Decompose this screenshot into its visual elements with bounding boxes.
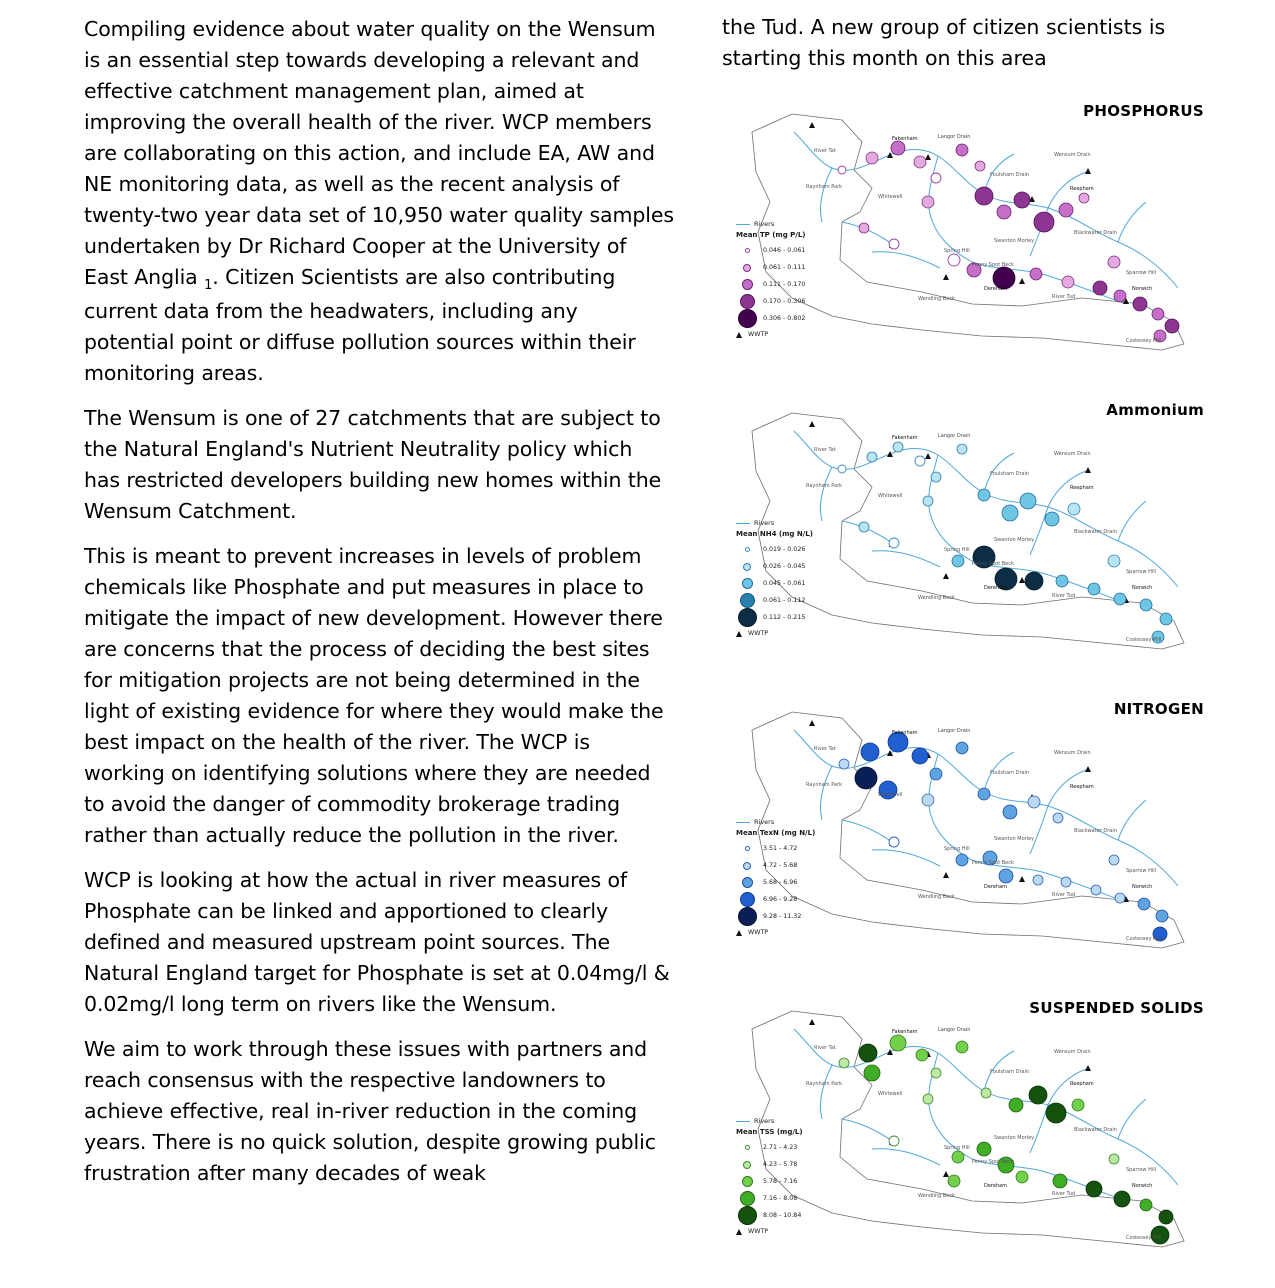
legend-class-row (736, 874, 815, 891)
legend-dot (736, 892, 758, 907)
legend-class-label: 6.96 - 9.28 (763, 895, 798, 903)
legend-class-row (736, 259, 806, 276)
legend-class-label: 0.061 - 0.111 (763, 263, 806, 271)
label-spring-hill: Spring Hill (944, 846, 970, 852)
legend-dot (736, 1176, 758, 1187)
legend-class-label: 0.046 - 0.061 (763, 246, 806, 254)
label-costessey-mill: Costessey Mill (1126, 637, 1162, 643)
legend-class-row (736, 541, 813, 558)
label-penny-spot-beck: Penny Spot Beck (972, 860, 1014, 866)
label-langor-drain: Langor Drain (938, 1027, 971, 1033)
label-blackwater-drain: Blackwater Drain (1074, 828, 1117, 834)
label-whitewell: Whitewell (878, 1091, 903, 1097)
label-river-tud: River Tud (1052, 294, 1076, 300)
label-raynham-park: Raynham Park (806, 184, 843, 190)
legend-rivers-row (736, 220, 806, 228)
label-swanton-morley: Swanton Morley (994, 537, 1035, 543)
legend-class-row (736, 242, 806, 259)
legend-class-label: 0.170 - 0.306 (763, 297, 806, 305)
label-penny-spot-beck: Penny Spot Beck (972, 262, 1014, 268)
wwtp-triangle-icon (736, 1229, 742, 1235)
label-reepham: Reepham (1070, 485, 1094, 491)
label-blackwater-drain: Blackwater Drain (1074, 1127, 1117, 1133)
legend-dot (736, 593, 758, 608)
legend-dot (736, 1206, 758, 1225)
right-column-intro-text: the Tud. A new group of citizen scientists is starting this month on this area (722, 15, 1166, 70)
label-costessey-mill: Costessey Mill (1126, 936, 1162, 942)
legend-class-row (736, 1156, 803, 1173)
legend-class-row (736, 558, 813, 575)
label-foulsham-drain: Foulsham Drain (990, 471, 1030, 477)
river-line-icon (736, 224, 750, 225)
legend-class-row (736, 609, 813, 626)
legend-class-row (736, 293, 806, 310)
label-swanton-morley: Swanton Morley (994, 1135, 1035, 1141)
label-fakenham: Fakenham (892, 136, 918, 142)
legend-wwtp-label: WWTP (748, 1228, 769, 1235)
label-river-tud: River Tud (1052, 593, 1076, 599)
legend-nitrogen (736, 818, 815, 937)
label-norwich: Norwich (1132, 286, 1153, 292)
label-raynham-park: Raynham Park (806, 483, 843, 489)
label-dereham: Dereham (984, 585, 1008, 591)
label-sparrow-hill: Sparrow Hill (1126, 868, 1156, 874)
label-fakenham: Fakenham (892, 1029, 918, 1035)
legend-class-label: 0.306 - 0.802 (763, 314, 806, 322)
legend-class-label: 0.045 - 0.061 (763, 579, 806, 587)
label-river-tat: River Tat (814, 447, 836, 453)
label-norwich: Norwich (1132, 1183, 1153, 1189)
legend-class-row (736, 1173, 803, 1190)
legend-wwtp-label: WWTP (748, 630, 769, 637)
label-wensum-drain: Wensum Drain (1054, 152, 1091, 158)
legend-class-row (736, 840, 815, 857)
label-wendling-beck: Wendling Beck (918, 595, 955, 601)
label-swanton-morley: Swanton Morley (994, 238, 1035, 244)
label-wendling-beck: Wendling Beck (918, 1193, 955, 1199)
label-reepham: Reepham (1070, 186, 1094, 192)
legend-wwtp-label: WWTP (748, 331, 769, 338)
legend-dot (736, 846, 758, 851)
legend-class-label: 2.71 - 4.23 (763, 1143, 798, 1151)
legend-rivers-label: Rivers (754, 818, 775, 826)
legend-class-row (736, 276, 806, 293)
legend-dot (736, 1145, 758, 1150)
footnote-marker: 1 (204, 278, 213, 293)
label-river-tat: River Tat (814, 148, 836, 154)
label-raynham-park: Raynham Park (806, 782, 843, 788)
label-norwich: Norwich (1132, 585, 1153, 591)
paragraph-4: WCP is looking at how the actual in river measures of Phosphate can be linked and apportioned to clearly defined and measured upstream point sources. The Natural England target for Phosphate is set at 0.04mg/l & 0.02mg/l long term on rivers like the Wensum. (84, 868, 670, 1016)
label-river-tud: River Tud (1052, 892, 1076, 898)
label-wendling-beck: Wendling Beck (918, 894, 955, 900)
legend-class-row (736, 857, 815, 874)
river-line-icon (736, 523, 750, 524)
paragraph-1 (84, 14, 674, 389)
legend-title: Mean TSS (mg/L) (736, 1128, 803, 1136)
label-penny-spot-beck: Penny Spot Beck (972, 561, 1014, 567)
legend-ammonium (736, 519, 813, 638)
label-sparrow-hill: Sparrow Hill (1126, 270, 1156, 276)
legend-suspended-solids (736, 1117, 803, 1236)
label-reepham: Reepham (1070, 784, 1094, 790)
river-line-icon (736, 1121, 750, 1122)
legend-class-label: 0.026 - 0.045 (763, 562, 806, 570)
legend-class-label: 9.28 - 11.32 (763, 912, 802, 920)
legend-title: Mean TexN (mg N/L) (736, 829, 816, 837)
label-langor-drain: Langor Drain (938, 728, 971, 734)
label-whitewell: Whitewell (878, 493, 903, 499)
label-blackwater-drain: Blackwater Drain (1074, 230, 1117, 236)
legend-wwtp-row (736, 929, 815, 937)
legend-class-row (736, 1139, 803, 1156)
legend-wwtp-label: WWTP (748, 929, 769, 936)
legend-dot (736, 279, 758, 290)
legend-rivers-label: Rivers (754, 220, 775, 228)
label-sparrow-hill: Sparrow Hill (1126, 1167, 1156, 1173)
legend-dot (736, 877, 758, 888)
legend-class-label: 0.111 - 0.170 (763, 280, 806, 288)
legend-class-row (736, 1190, 803, 1207)
map-title-ammonium: Ammonium (1106, 401, 1204, 419)
label-dereham: Dereham (984, 1183, 1008, 1189)
map-card-phosphorus (722, 92, 1212, 377)
legend-class-label: 0.019 - 0.026 (763, 545, 806, 553)
legend-class-label: 4.72 - 5.68 (763, 861, 798, 869)
legend-rivers-label: Rivers (754, 1117, 775, 1125)
legend-wwtp-row (736, 630, 813, 638)
legend-class-label: 7.16 - 8.08 (763, 1194, 798, 1202)
label-wensum-drain: Wensum Drain (1054, 451, 1091, 457)
wwtp-triangle-icon (736, 631, 742, 637)
legend-dot (736, 309, 758, 328)
legend-class-row (736, 1207, 803, 1224)
legend-class-row (736, 575, 813, 592)
legend-class-label: 0.112 - 0.215 (763, 613, 806, 621)
legend-rivers-row (736, 519, 813, 527)
map-title-phosphorus: PHOSPHORUS (1083, 102, 1204, 120)
map-series (722, 92, 1212, 1274)
paragraph-2: The Wensum is one of 27 catchments that are subject to the Natural England's Nutrient Neutrality policy which has restricted developers building new homes within the Wensum Catchment. (84, 406, 662, 523)
legend-class-label: 4.23 - 5.78 (763, 1160, 798, 1168)
legend-class-row (736, 310, 806, 327)
map-title-suspended-solids: SUSPENDED SOLIDS (1029, 999, 1204, 1017)
label-whitewell: Whitewell (878, 194, 903, 200)
label-wendling-beck: Wendling Beck (918, 296, 955, 302)
label-spring-hill: Spring Hill (944, 547, 970, 553)
label-dereham: Dereham (984, 286, 1008, 292)
legend-phosphorus (736, 220, 806, 339)
legend-dot (736, 264, 758, 272)
paragraph-1-main: Compiling evidence about water quality on the Wensum is an essential step towards developing a relevant and effective catchment management plan, aimed at improving the overall health of the river. WCP members are collaborating on this action, and include EA, AW and NE monitoring data, as well as the recent analysis of twenty-two year data set of 10,950 water quality samples undertaken by Dr Richard Cooper at the University of East Anglia (84, 17, 674, 289)
label-river-tat: River Tat (814, 1045, 836, 1051)
label-sparrow-hill: Sparrow Hill (1126, 569, 1156, 575)
label-costessey-mill: Costessey Mill (1126, 1235, 1162, 1241)
legend-dot (736, 547, 758, 552)
label-foulsham-drain: Foulsham Drain (990, 172, 1030, 178)
legend-dot (736, 248, 758, 253)
label-whitewell: Whitewell (878, 792, 903, 798)
paragraph-3: This is meant to prevent increases in levels of problem chemicals like Phosphate and put measures in place to mitigate the impact of new development. However there are concerns that the process of deciding the best sites for mitigation projects are not being determined in the light of existing evidence for where they would make the best impact on the health of the river. The WCP is working on identifying solutions where they are needed to avoid the danger of commodity brokerage trading rather than actually reduce the pollution in the river. (84, 544, 664, 847)
legend-rivers-row (736, 818, 815, 826)
legend-class-label: 5.78 - 7.16 (763, 1177, 798, 1185)
legend-class-row (736, 891, 815, 908)
article-text-column (84, 14, 674, 1203)
label-spring-hill: Spring Hill (944, 1145, 970, 1151)
legend-dot (736, 862, 758, 870)
legend-dot (736, 1191, 758, 1206)
label-wensum-drain: Wensum Drain (1054, 750, 1091, 756)
legend-class-label: 3.51 - 4.72 (763, 844, 798, 852)
legend-wwtp-row (736, 331, 806, 339)
label-swanton-morley: Swanton Morley (994, 836, 1035, 842)
legend-wwtp-row (736, 1228, 803, 1236)
map-card-nitrogen (722, 690, 1212, 975)
legend-class-label: 5.68 - 6.96 (763, 878, 798, 886)
label-wensum-drain: Wensum Drain (1054, 1049, 1091, 1055)
legend-dot (736, 907, 758, 926)
label-fakenham: Fakenham (892, 435, 918, 441)
label-langor-drain: Langor Drain (938, 134, 971, 140)
wwtp-triangle-icon (736, 332, 742, 338)
legend-dot (736, 1161, 758, 1169)
label-river-tat: River Tat (814, 746, 836, 752)
legend-dot (736, 294, 758, 309)
legend-rivers-row (736, 1117, 803, 1125)
label-costessey-mill: Costessey Mill (1126, 338, 1162, 344)
label-spring-hill: Spring Hill (944, 248, 970, 254)
map-card-ammonium (722, 391, 1212, 676)
legend-dot (736, 578, 758, 589)
map-card-suspended-solids (722, 989, 1212, 1274)
label-fakenham: Fakenham (892, 730, 918, 736)
label-norwich: Norwich (1132, 884, 1153, 890)
legend-title: Mean NH4 (mg N/L) (736, 530, 813, 538)
label-langor-drain: Langor Drain (938, 433, 971, 439)
legend-title: Mean TP (mg P/L) (736, 231, 806, 239)
label-foulsham-drain: Foulsham Drain (990, 1069, 1030, 1075)
label-foulsham-drain: Foulsham Drain (990, 770, 1030, 776)
label-reepham: Reepham (1070, 1081, 1094, 1087)
label-blackwater-drain: Blackwater Drain (1074, 529, 1117, 535)
paragraph-5: We aim to work through these issues with partners and reach consensus with the respective landowners to achieve effective, real in-river reduction in the coming years. There is no quick solution, despite growing public frustration after many decades of weak (84, 1037, 656, 1185)
legend-class-label: 8.08 - 10.84 (763, 1211, 802, 1219)
label-penny-spot-beck: Penny Spot Beck (972, 1159, 1014, 1165)
legend-dot (736, 563, 758, 571)
legend-class-row (736, 592, 813, 609)
label-raynham-park: Raynham Park (806, 1081, 843, 1087)
wwtp-triangle-icon (736, 930, 742, 936)
label-river-tud: River Tud (1052, 1191, 1076, 1197)
figures-column (722, 0, 1212, 1288)
river-line-icon (736, 822, 750, 823)
label-dereham: Dereham (984, 884, 1008, 890)
paragraph-1-tail: . Citizen Scientists are also contributing current data from the headwaters, including any potential point or diffuse pollution sources within their monitoring areas. (84, 265, 636, 385)
legend-class-label: 0.061 - 0.112 (763, 596, 806, 604)
legend-class-row (736, 908, 815, 925)
map-title-nitrogen: NITROGEN (1113, 700, 1204, 718)
legend-rivers-label: Rivers (754, 519, 775, 527)
legend-dot (736, 608, 758, 627)
